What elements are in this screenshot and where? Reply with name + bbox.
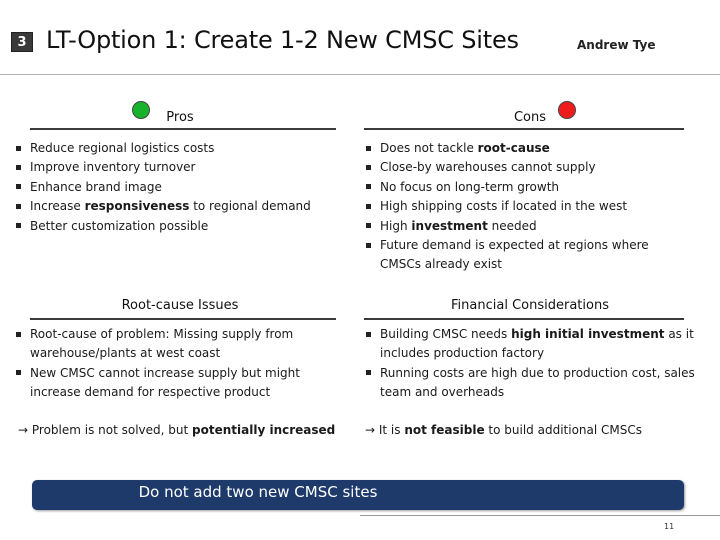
list-item: High investment needed [365,217,680,236]
list-item: High shipping costs if located in the west [365,197,680,216]
list-item: Enhance brand image [15,178,345,197]
slide-number-badge: 3 [11,32,33,52]
list-item: Root-cause of problem: Missing supply from warehouse/plants at west coast [15,325,345,364]
list-item: Reduce regional logistics costs [15,139,345,158]
list-item: Increase responsiveness to regional demand [15,197,345,216]
emphasis-text: not feasible [404,423,485,437]
conclusion-banner [32,480,684,510]
emphasis-text: root-cause [477,141,550,155]
list-item: Future demand is expected at regions where CMSCs already exist [365,236,680,275]
root-cause-list [15,325,345,403]
pros-heading-rule [30,128,336,130]
footer-divider [360,515,720,516]
financial-conclusion: → It is not feasible to build additional CMSCs [365,423,642,437]
root-cause-conclusion: → Problem is not solved, but potentially increased [18,423,336,437]
emphasis-text: potentially increased [192,423,336,437]
list-item: No focus on long-term growth [365,178,680,197]
page-number: 11 [664,522,675,531]
emphasis-text: investment [411,218,488,233]
list-item: New CMSC cannot increase supply but might increase demand for respective product [15,364,345,403]
cons-list [365,139,680,275]
financial-list [365,325,705,403]
list-item: Close-by warehouses cannot supply [365,158,680,177]
list-item: Better customization possible [15,217,345,236]
emphasis-text: responsiveness [84,199,190,214]
financial-heading-rule [364,318,684,320]
pros-list [15,139,345,236]
arrow-right-icon: → [365,423,379,437]
list-item: Improve inventory turnover [15,158,345,177]
list-item: Running costs are high due to production cost, sales team and overheads [365,364,705,403]
cons-heading-rule [364,128,684,130]
cons-heading: Cons [513,110,547,125]
page-title: LT-Option 1: Create 1-2 New CMSC Sites [46,26,519,54]
root-cause-heading: Root-cause Issues [121,298,239,313]
pros-heading: Pros [166,110,194,125]
list-item: Does not tackle root-cause [365,139,680,158]
conclusion-banner-text: Do not add two new CMSC sites [138,483,378,501]
arrow-right-icon: → [18,423,32,437]
root-cause-heading-rule [30,318,336,320]
list-item: Building CMSC needs high initial investment as it includes production factory [365,325,705,364]
emphasis-text: high initial investment [511,327,665,341]
title-divider [0,74,720,75]
author-name: Andrew Tye [577,38,656,52]
financial-heading: Financial Considerations [451,298,609,313]
